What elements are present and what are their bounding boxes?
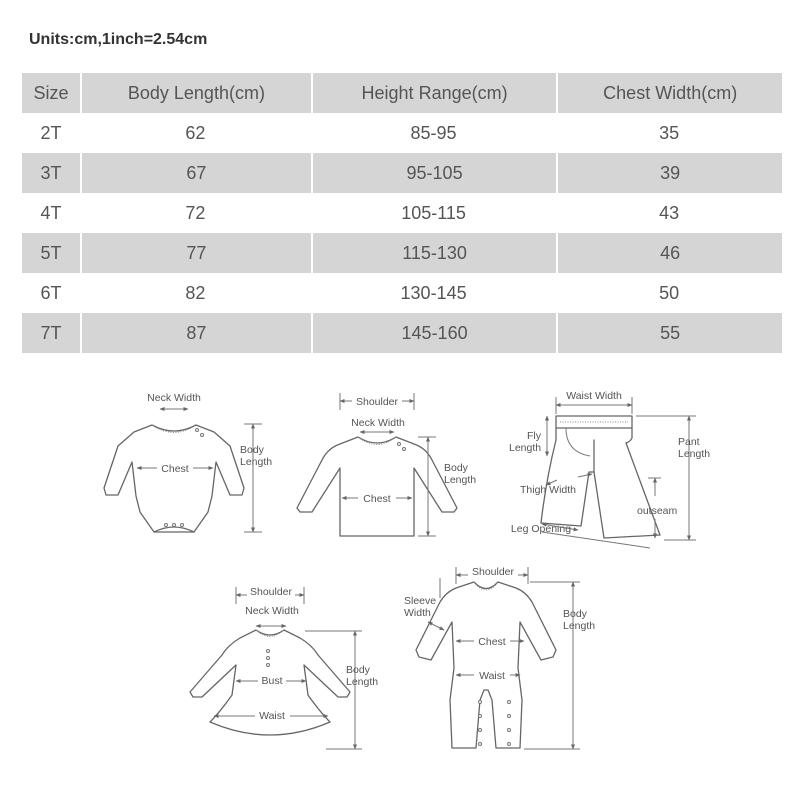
label-chest: Chest [363,493,391,505]
cell-height-range: 130-145 [400,282,467,303]
label-sleeve-width: Width [404,607,431,619]
label-bust: Bust [261,675,283,687]
header-body-length: Body Length(cm) [80,73,311,113]
label-thigh-width: Thigh Width [519,484,577,496]
cell-size: 2T [40,122,62,143]
cell-height-range: 85-95 [410,122,457,143]
cell-size: 6T [40,282,62,303]
cell-chest-width: 39 [556,153,782,193]
label-body: Body [346,664,370,676]
label-shoulder: Shoulder [471,566,515,578]
cell-size: 7T [22,313,80,353]
label-leg-opening: Leg Opening [510,523,572,535]
label-body: Body [563,608,587,620]
label-waist-width: Waist Width [566,390,622,402]
cell-height-range: 95-105 [311,153,557,193]
cell-size: 4T [40,202,62,223]
label-fly: Fly [527,430,541,442]
label-waist: Waist [479,670,505,682]
label-fly-length: Length [509,442,542,454]
label-length: Length [563,620,596,632]
cell-size: 3T [22,153,80,193]
cell-body-length: 87 [80,313,311,353]
label-shoulder: Shoulder [249,586,293,598]
dress-diagram [190,586,378,749]
header-chest-width: Chest Width(cm) [556,73,782,113]
cell-body-length: 72 [185,202,206,223]
cell-height-range: 145-160 [311,313,557,353]
label-neck-width: Neck Width [245,605,299,617]
cell-body-length: 62 [185,122,206,143]
label-sleeve: Sleeve [404,595,437,607]
cell-chest-width: 43 [659,202,680,223]
label-chest: Chest [478,636,506,648]
label-neck-width: Neck Width [147,392,201,404]
cell-body-length: 77 [80,233,311,273]
shirt-diagram [297,393,476,536]
cell-size: 5T [22,233,80,273]
label-chest: Chest [161,463,189,475]
label-length: Length [240,456,273,468]
label-body: Body [240,444,264,456]
cell-height-range: 115-130 [311,233,557,273]
label-waist: Waist [259,710,285,722]
cell-chest-width: 55 [556,313,782,353]
cell-chest-width: 46 [556,233,782,273]
romper-diagram [404,566,595,749]
label-length: Length [346,676,379,688]
cell-chest-width: 50 [659,282,680,303]
cell-height-range: 105-115 [401,202,466,223]
bodysuit-diagram [104,392,272,532]
label-pant: Pant [678,436,700,448]
header-height-range: Height Range(cm) [311,73,557,113]
label-outseam: outseam [637,505,678,517]
pants-diagram [509,390,710,548]
label-body: Body [444,462,468,474]
label-length: Length [444,474,477,486]
cell-body-length: 82 [185,282,206,303]
label-shoulder: Shoulder [355,396,399,408]
label-pant-length: Length [678,448,711,460]
cell-body-length: 67 [80,153,311,193]
cell-chest-width: 35 [659,122,680,143]
header-size: Size [22,73,80,113]
units-note: Units:cm,1inch=2.54cm [29,31,208,48]
label-neck-width: Neck Width [351,417,405,429]
